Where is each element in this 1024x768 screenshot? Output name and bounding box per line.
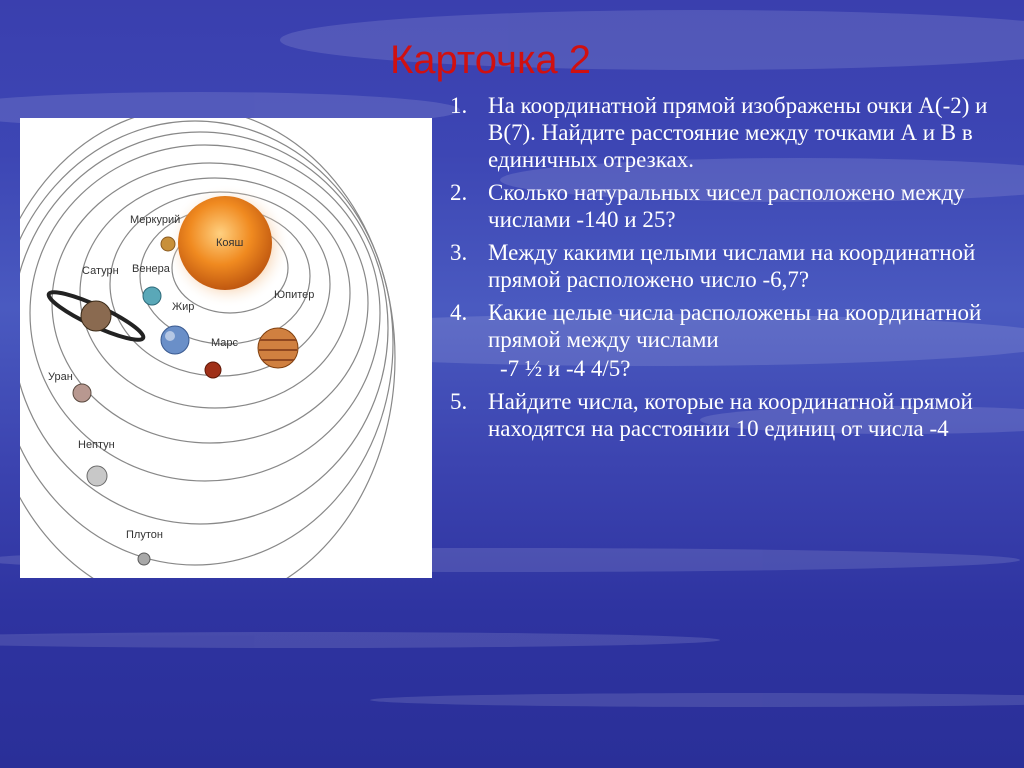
task-text: Сколько натуральных чисел расположено между числами -140 и 25? [488,180,965,232]
uranus-icon [73,384,91,402]
task-item [450,92,990,173]
task-number: 2. [450,180,468,205]
mercury-icon [161,237,175,251]
mercury-label: Меркурий [130,214,181,226]
task-text-wrap [488,299,990,382]
jupiter-icon [258,328,298,368]
task-item [450,179,990,233]
mars-label: Марс [211,337,239,349]
task-text: Какие целые числа расположены на координатной прямой между числами [488,300,982,352]
mars-icon [205,362,221,378]
task-number: 3. [450,240,468,265]
pluto-icon [138,553,150,565]
task-item [450,239,990,293]
neptune-icon [87,466,107,486]
venus-icon [143,287,161,305]
task-number: 4. [450,300,468,325]
page-title: Карточка 2 [390,38,591,82]
orbits [20,118,395,578]
uranus-label: Уран [48,371,73,383]
task-text: На координатной прямой изображены очки А(-2) и В(7). Найдите расстояние между точками А и В в единичных отрезках. [488,93,988,172]
neptune-label: Нептун [78,439,115,451]
venus-label: Венера [132,263,170,275]
pluto-label: Плутон [126,529,163,541]
task-number: 1. [450,93,468,118]
earth-label: Жир [172,301,195,313]
earth-icon [161,326,189,354]
task-list [450,92,990,448]
task-extra: -7 ½ и -4 4/5? [500,356,631,381]
task-text: Найдите числа, которые на координатной прямой находятся на расстоянии 10 единиц от числа -4 [488,389,973,441]
task-number: 5. [450,389,468,414]
sun-label: Кояш [216,237,244,249]
task-text: Между какими целыми числами на координатной прямой расположено число -6,7? [488,240,976,292]
solar-system-diagram [20,118,432,578]
jupiter-label: Юпитер [274,289,315,301]
earth-cloud [165,331,175,341]
task-item [450,388,990,442]
task-item [450,299,990,382]
saturn-icon [81,301,111,331]
saturn-label: Сатурн [82,265,119,277]
